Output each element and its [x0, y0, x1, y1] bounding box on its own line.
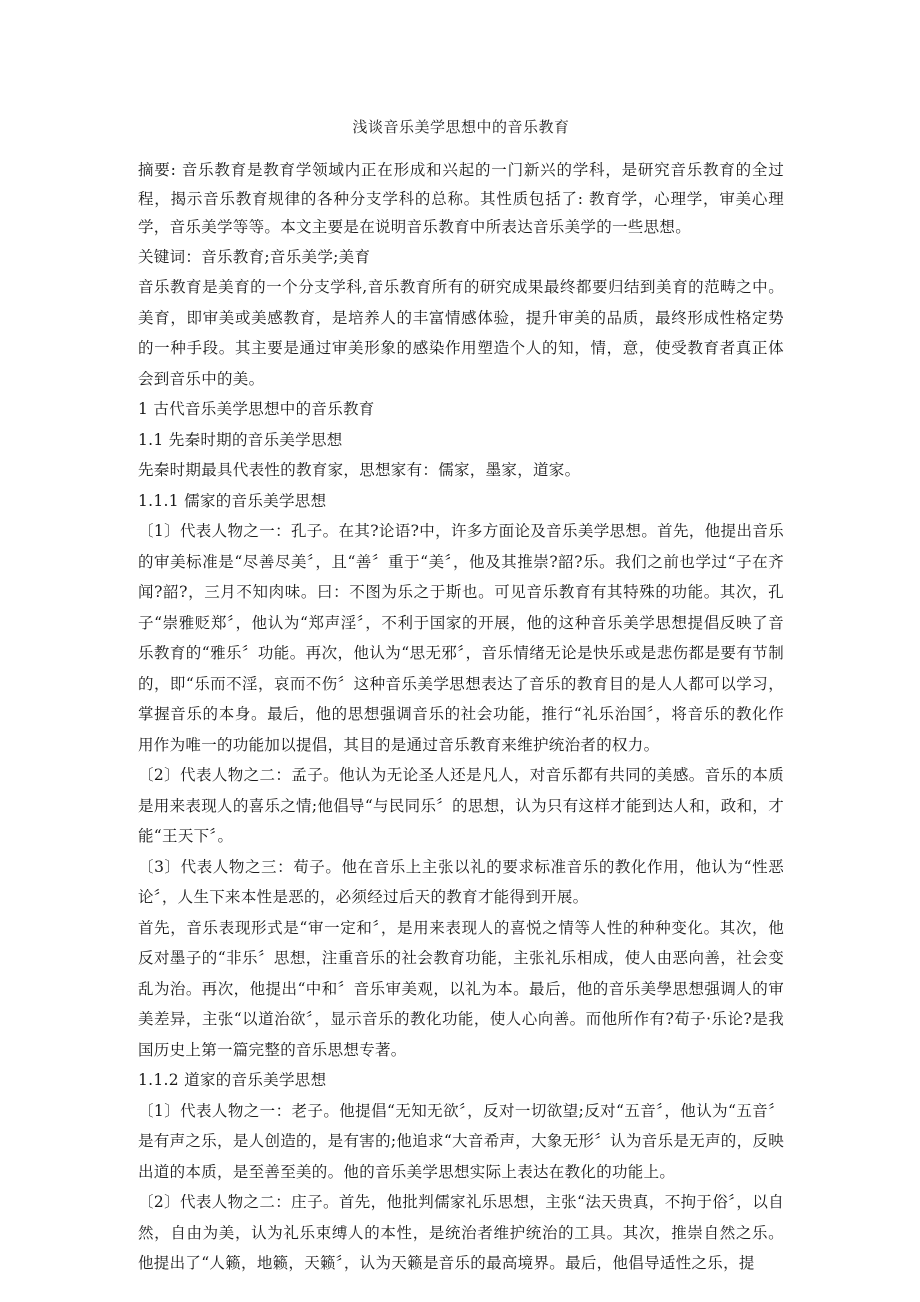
- pre-qin-paragraph: 先秦时期最具代表性的教育家，思想家有：儒家，墨家，道家。: [138, 461, 581, 480]
- intro-paragraph: 音乐教育是美育的一个分支学科,音乐教育所有的研究成果最终都要归结到美育的范畴之中。美育，即审美或美感教育，是培养人的丰富情感体验，提升审美的品质，最终形成性格定势的一种手段。其主要是通过审美形象的感染作用塑造个人的知，情，意，使受教育者真正体会到音乐中的美。: [138, 278, 784, 388]
- mencius-paragraph: 〔2〕代表人物之二：孟子。他认为无论圣人还是凡人，对音乐都有共同的美感。音乐的本质是用来表现人的喜乐之情;他倡导“与民同乐〞的思想，认为只有这样才能到达人和，政和，才能“王天下〞。: [138, 766, 784, 846]
- keywords-line: 关键词：音乐教育;音乐美学;美育: [138, 247, 371, 266]
- xunzi-detail-paragraph: 首先，音乐表现形式是“审一定和〞，是用来表现人的喜悦之情等人性的种种变化。其次，他反对墨子的“非乐〞思想，注重音乐的社会教育功能，主张礼乐相成，使人由恶向善，社会变乱为治。再次，他提出“中和〞音乐审美观，以礼为本。最后，他的音乐美學思想强调人的审美差异，主张“以道治欲〞，显示音乐的教化功能，使人心向善。而他所作有?荀子·乐论?是我国历史上第一篇完整的音乐思想专著。: [138, 918, 784, 1059]
- xunzi-paragraph: 〔3〕代表人物之三：荀子。他在音乐上主张以礼的要求标准音乐的教化作用，他认为“性恶论〞，人生下来本性是恶的，必须经过后天的教育才能得到开展。: [138, 857, 784, 907]
- section-heading-1-1-2: 1.1.2 道家的音乐美学思想: [138, 1071, 327, 1090]
- abstract-paragraph: 摘要: 音乐教育是教育学领域内正在形成和兴起的一门新兴的学科，是研究音乐教育的全过程，揭示音乐教育规律的各种分支学科的总称。其性质包括了: 教育学，心理学，审美心理学，音乐美学等等。本文主要是在说明音乐教育中所表达音乐美学的一些思想。: [138, 161, 784, 237]
- document-title: 浅谈音乐美学思想中的音乐教育: [352, 118, 570, 136]
- laozi-paragraph: 〔1〕代表人物之一：老子。他提倡“无知无欲〞，反对一切欲望;反对“五音〞，他认为“五音〞是有声之乐，是人创造的，是有害的;他追求“大音希声，大象无形〞认为音乐是无声的，反映出道的本质，是至善至美的。他的音乐美学思想实际上表达在教化的功能上。: [138, 1101, 784, 1181]
- document-page: [138, 116, 784, 1279]
- section-heading-1: 1 古代音乐美学思想中的音乐教育: [138, 400, 375, 419]
- zhuangzi-paragraph: 〔2〕代表人物之二：庄子。首先，他批判儒家礼乐思想，主张“法天贵真，不拘于俗〞，以自然，自由为美，认为礼乐束缚人的本性，是统治者维护统治的工具。其次，推崇自然之乐。他提出了“人籁，地籁，天籁〞，认为天籁是音乐的最高境界。最后，他倡导适性之乐，提: [138, 1193, 784, 1273]
- section-heading-1-1: 1.1 先秦时期的音乐美学思想: [138, 430, 343, 449]
- confucius-paragraph: 〔1〕代表人物之一：孔子。在其?论语?中，许多方面论及音乐美学思想。首先，他提出音乐的审美标准是“尽善尽美〞，且“善〞重于“美〞，他及其推崇?韶?乐。我们之前也学过“子在齐闻?韶?，三月不知肉味。曰：不图为乐之于斯也。可见音乐教育有其特殊的功能。其次，孔子“崇雅贬郑〞，他认为“郑声淫〞，不利于国家的开展，他的这种音乐美学思想提倡反映了音乐教育的“雅乐〞功能。再次，他认为“思无邪〞，音乐情绪无论是快乐或是悲伤都是要有节制的，即“乐而不淫，哀而不伤〞这种音乐美学思想表达了音乐的教育目的是人人都可以学习，掌握音乐的本身。最后，他的思想强调音乐的社会功能，推行“礼乐治国〞，将音乐的教化作用作为唯一的功能加以提倡，其目的是通过音乐教育来维护统治者的权力。: [138, 522, 784, 754]
- section-heading-1-1-1: 1.1.1 儒家的音乐美学思想: [138, 491, 327, 510]
